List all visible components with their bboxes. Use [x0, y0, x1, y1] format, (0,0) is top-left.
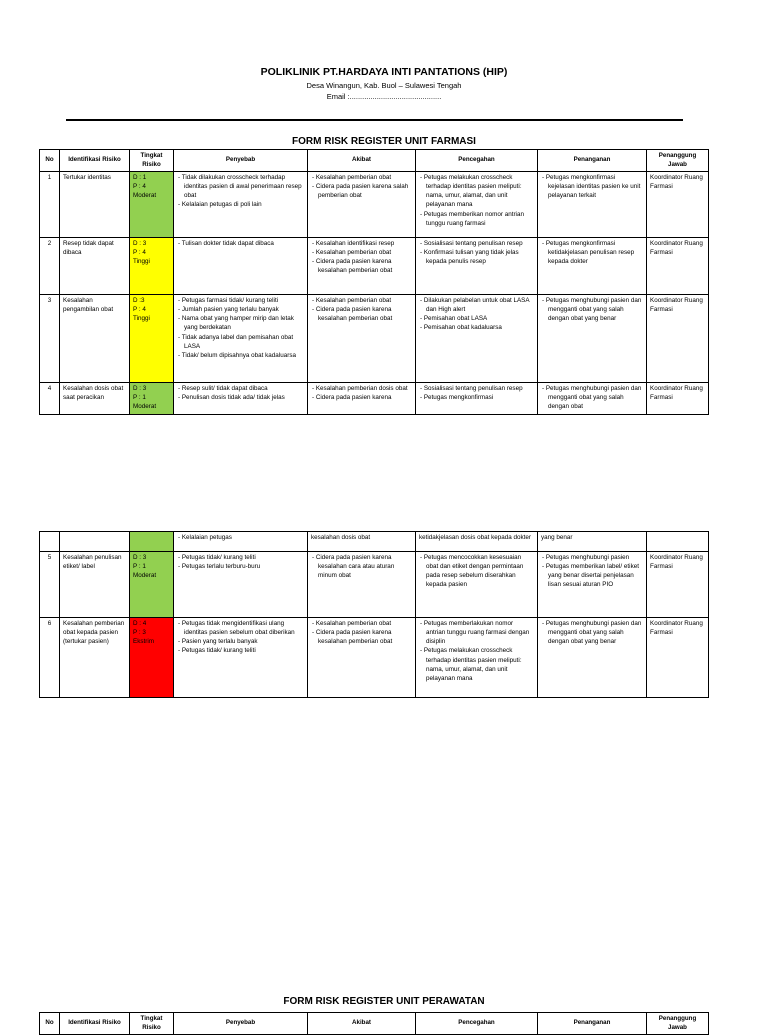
pencegahan-item: - Petugas melakukan crosscheck terhadap identitas pasien meliputi: nama, umur, alamat, dan unit pelayanan mana [419, 173, 534, 210]
col-tingkat: Tingkat Risiko [130, 1013, 174, 1035]
table-row [40, 552, 709, 618]
risk-level-line: P : 4 [133, 183, 146, 191]
penyebab-item: - Tidak dilakukan crosscheck terhadap identitas pasien di awal penerimaan resep obat [177, 173, 304, 200]
clinic-address: Desa Winangun, Kab. Buol – Sulawesi Tengah [306, 81, 462, 90]
akibat-item: - Kesalahan identifikasi resep [311, 239, 412, 248]
table-header-row [40, 150, 709, 172]
risk-level-line: P : 4 [133, 249, 146, 257]
penyebab-item: - Penulisan dosis tidak ada/ tidak jelas [177, 393, 304, 402]
risk-level-cell [130, 172, 174, 238]
header-divider [66, 119, 683, 121]
risk-register-table-farmasi [39, 149, 709, 415]
row-number: 1 [40, 172, 60, 238]
pencegahan-item: - Petugas memberikan nomor antrian tunggu ruang farmasi [419, 210, 534, 228]
table-row [40, 172, 709, 238]
table-row-continuation [40, 532, 709, 552]
pencegahan-item: - Petugas memberlakukan nomor antrian tunggu ruang farmasi dengan disiplin [419, 619, 534, 646]
risk-level-line: D : 3 [133, 240, 147, 247]
col-akibat: Akibat [308, 1013, 416, 1035]
penyebab-item: - Kelalaian petugas [177, 533, 304, 542]
col-identifikasi: Identifikasi Risiko [60, 150, 130, 172]
penyebab-item: - Jumlah pasien yang terlalu banyak [177, 305, 304, 314]
akibat-item: - Cidera pada pasien karena kesalahan pemberian obat [311, 628, 412, 646]
risk-identification: Resep tidak dapat dibaca [60, 238, 130, 295]
risk-level-cell [130, 383, 174, 415]
penyebab-item: - Petugas tidak/ kurang teliti [177, 646, 304, 655]
risk-identification: Kesalahan dosis obat saat peracikan [60, 383, 130, 415]
akibat-item: - Kesalahan pemberian obat [311, 619, 412, 628]
col-pencegahan: Pencegahan [416, 1013, 538, 1035]
row-number: 3 [40, 295, 60, 383]
risk-level-line: D :3 [133, 297, 145, 304]
penyebab-item: - Pasien yang terlalu banyak [177, 637, 304, 646]
penanganan-text: yang benar [541, 534, 573, 541]
pencegahan-item: - Pemisahan obat LASA [419, 314, 534, 323]
table-row [40, 238, 709, 295]
risk-identification: Kesalahan pemberian obat kepada pasien (tertukar pasien) [60, 618, 130, 698]
clinic-title: POLIKLINIK PT.HARDAYA INTI PANTATIONS (HIP) [260, 66, 508, 78]
penanganan-item: - Petugas mengkonfirmasi kejelasan identitas pasien ke unit pelayanan terkait [541, 173, 643, 200]
col-no: No [40, 1013, 60, 1035]
penyebab-item: - Petugas tidak mengidentifikasi ulang identitas pasien sebelum obat diberikan [177, 619, 304, 637]
risk-level-cell [130, 552, 174, 618]
pencegahan-item: - Pemisahan obat kadaluarsa [419, 323, 534, 332]
risk-level-line: D : 3 [133, 385, 147, 392]
col-pj: Penanggung Jawab [647, 150, 709, 172]
pencegahan-item: - Sosialisasi tentang penulisan resep [419, 384, 534, 393]
akibat-item: - Kesalahan pemberian obat [311, 173, 412, 182]
table-row [40, 295, 709, 383]
risk-level-cell [130, 532, 174, 552]
col-penyebab: Penyebab [174, 1013, 308, 1035]
col-tingkat: Tingkat Risiko [130, 150, 174, 172]
responsible-person: Koordinator Ruang Farmasi [647, 552, 709, 618]
akibat-item: - Kesalahan pemberian obat [311, 296, 412, 305]
pencegahan-item: - Petugas mencocokkan kesesuaian obat dan etiket dengan permintaan pada resep sebelum diserahkan kepada pasien [419, 553, 534, 590]
penyebab-item: - Petugas terlalu terburu-buru [177, 562, 304, 571]
penyebab-item: - Kelalaian petugas di poli lain [177, 200, 304, 209]
risk-level-line: D : 3 [133, 554, 147, 561]
penyebab-item: - Tidak adanya label dan pemisahan obat LASA [177, 333, 304, 351]
risk-level-line: Moderat [133, 403, 157, 411]
col-penyebab: Penyebab [174, 150, 308, 172]
akibat-item: - Kesalahan pemberian obat [311, 248, 412, 257]
risk-level-line: P : 1 [133, 563, 146, 571]
penyebab-item: - Nama obat yang hamper mirip dan letak yang berdekatan [177, 314, 304, 332]
table-row [40, 383, 709, 415]
penanganan-item: - Petugas menghubungi pasien [541, 553, 643, 562]
form-title-perawatan: FORM RISK REGISTER UNIT PERAWATAN [283, 996, 485, 1007]
akibat-text: kesalahan dosis obat [311, 534, 371, 541]
pencegahan-item: - Petugas mengkonfirmasi [419, 393, 534, 402]
responsible-person: Koordinator Ruang Farmasi [647, 383, 709, 415]
pencegahan-item: - Dilakukan pelabelan untuk obat LASA dan High alert [419, 296, 534, 314]
risk-level-line: P : 1 [133, 394, 146, 402]
risk-level-line: D : 1 [133, 174, 147, 181]
akibat-item: - Cidera pada pasien karena kesalahan pemberian obat [311, 257, 412, 275]
risk-level-line: Moderat [133, 192, 157, 200]
form-title-farmasi: FORM RISK REGISTER UNIT FARMASI [292, 136, 476, 147]
pencegahan-text: ketidakjelasan dosis obat kepada dokter [419, 534, 532, 541]
responsible-person: Koordinator Ruang Farmasi [647, 618, 709, 698]
penyebab-item: - Resep sulit/ tidak dapat dibaca [177, 384, 304, 393]
row-number: 6 [40, 618, 60, 698]
penyebab-item: - Petugas farmasi tidak/ kurang teliti [177, 296, 304, 305]
pencegahan-item: - Sosialisasi tentang penulisan resep [419, 239, 534, 248]
col-penanganan: Penanganan [538, 150, 647, 172]
row-number: 2 [40, 238, 60, 295]
penyebab-item: - Petugas tidak/ kurang teliti [177, 553, 304, 562]
pencegahan-item: - Konfirmasi tulisan yang tidak jelas kepada penulis resep [419, 248, 534, 266]
col-pencegahan: Pencegahan [416, 150, 538, 172]
col-identifikasi: Identifikasi Risiko [60, 1013, 130, 1035]
penyebab-item: - Tulisan dokter tidak dapat dibaca [177, 239, 304, 248]
risk-level-line: D : 4 [133, 620, 147, 627]
risk-level-line: Tinggi [133, 258, 150, 266]
risk-level-cell [130, 618, 174, 698]
pencegahan-item: - Petugas melakukan crosscheck terhadap identitas pasien meliputi: nama, umur, alamat, dan unit pelayanan mana [419, 646, 534, 683]
row-number: 4 [40, 383, 60, 415]
table-row [40, 618, 709, 698]
penyebab-item: - Tidak/ belum dipisahnya obat kadaluarsa [177, 351, 304, 360]
risk-register-table-farmasi-continued [39, 531, 709, 698]
penanganan-item: - Petugas memberikan label/ etiket yang benar disertai penjelasan lisan sesuai aturan PIO [541, 562, 643, 589]
penanganan-item: - Petugas menghubungi pasien dan mengganti obat yang salah dengan obat yang benar [541, 296, 643, 323]
clinic-email: Email :............................................ [326, 92, 442, 101]
penanganan-item: - Petugas menghubungi pasien dan mengganti obat yang salah dengan obat [541, 384, 643, 411]
col-penanganan: Penanganan [538, 1013, 647, 1035]
akibat-item: - Kesalahan pemberian dosis obat [311, 384, 412, 393]
responsible-person: Koordinator Ruang Farmasi [647, 172, 709, 238]
risk-level-cell [130, 295, 174, 383]
risk-level-line: P : 3 [133, 629, 146, 637]
risk-level-line: Ekstrim [133, 638, 154, 646]
risk-identification: Kesalahan pengambilan obat [60, 295, 130, 383]
penanganan-item: - Petugas menghubungi pasien dan mengganti obat yang salah dengan obat yang benar [541, 619, 643, 646]
responsible-person: Koordinator Ruang Farmasi [647, 295, 709, 383]
responsible-person: Koordinator Ruang Farmasi [647, 238, 709, 295]
akibat-item: - Cidera pada pasien karena [311, 393, 412, 402]
risk-level-line: Tinggi [133, 315, 150, 323]
row-number: 5 [40, 552, 60, 618]
risk-level-cell [130, 238, 174, 295]
risk-identification: Kesalahan penulisan etiket/ label [60, 552, 130, 618]
risk-level-line: P : 4 [133, 306, 146, 314]
col-akibat: Akibat [308, 150, 416, 172]
akibat-item: - Cidera pada pasien karena salah pemberian obat [311, 182, 412, 200]
penanganan-item: - Petugas mengkonfirmasi ketidakjelasan penulisan resep kepada dokter [541, 239, 643, 266]
col-pj: Penanggung Jawab [647, 1013, 709, 1035]
akibat-item: - Cidera pada pasien karena kesalahan pemberian obat [311, 305, 412, 323]
risk-level-line: Moderat [133, 572, 157, 580]
akibat-item: - Cidera pada pasien karena kesalahan cara atau aturan minum obat [311, 553, 412, 580]
risk-identification: Tertukar identitas [60, 172, 130, 238]
col-no: No [40, 150, 60, 172]
